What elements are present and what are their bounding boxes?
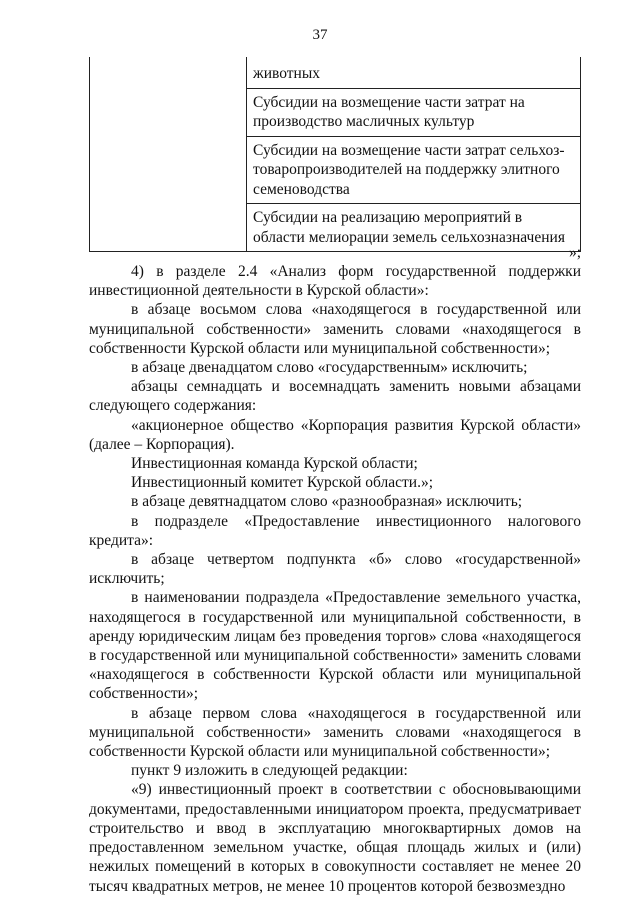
paragraph: Инвестиционный комитет Курской области.»; bbox=[131, 474, 434, 492]
paragraph: Инвестиционная команда Курской области; bbox=[131, 455, 418, 473]
table-cell-empty bbox=[90, 57, 247, 252]
paragraph: в абзаце четвертом подпункта «б» слово «государственной» исключить; bbox=[89, 551, 581, 588]
paragraph: «акционерное общество «Корпорация развития Курской области» (далее – Корпорация). bbox=[89, 416, 581, 453]
paragraph: в абзаце первом слова «находящегося в государственной или муниципальной собственности» заменить словами «находящегося в собственности Курской области или муниципальной собственности»; bbox=[89, 704, 581, 761]
table-cell: животных bbox=[247, 57, 581, 88]
table-cell: Субсидии на возмещение части затрат сельхоз-товаропроизводителей на поддержку элитного семеноводства bbox=[247, 136, 581, 204]
paragraph: в абзаце двенадцатом слово «государственным» исключить; bbox=[131, 359, 528, 377]
paragraph: в абзаце девятнадцатом слово «разнообразная» исключить; bbox=[131, 493, 523, 511]
page-number: 37 bbox=[312, 27, 328, 43]
body-text bbox=[89, 262, 581, 896]
table-cell: Субсидии на возмещение части затрат на производство масличных культур bbox=[247, 88, 581, 136]
paragraph: в подразделе «Предоставление инвестиционного налогового кредита»: bbox=[89, 512, 581, 549]
paragraph: в наименовании подраздела «Предоставление земельного участка, находящегося в государственной или муниципальной собственности, в аренду юридическим лицам без проведения торгов» слова «находящегося в государственной или муниципальной собственности» заменить словами «находящегося в собственности Курской области или муниципальной собственности»; bbox=[89, 589, 581, 703]
paragraph: 4) в разделе 2.4 «Анализ форм государственной поддержки инвестиционной деятельности в Курской области»: bbox=[89, 263, 581, 300]
paragraph: абзацы семнадцать и восемнадцать заменить новыми абзацами следующего содержания: bbox=[89, 378, 581, 415]
closing-quote: »; bbox=[568, 244, 581, 261]
paragraph: «9) инвестиционный проект в соответствии с обосновывающими документами, предоставленными инициатором проекта, предусматривает строительство и ввод в эксплуатацию многоквартирных домов на предоставленном земельном участке, общая площадь жилых и (или) нежилых помещений в которых в совокупности составляет не менее 20 тысяч квадратных метров, не менее 10 процентов которой безвозмездно bbox=[89, 781, 581, 895]
paragraph: в абзаце восьмом слова «находящегося в государственной или муниципальной собственности» заменить словами «находящегося в собственности Курской области или муниципальной собственности»; bbox=[89, 301, 581, 357]
table-row bbox=[90, 57, 581, 88]
subsidies-table bbox=[89, 57, 581, 252]
table-cell: Субсидии на реализацию мероприятий в области мелиорации земель сельхозназначения bbox=[247, 204, 581, 252]
paragraph: пункт 9 изложить в следующей редакции: bbox=[131, 762, 408, 780]
